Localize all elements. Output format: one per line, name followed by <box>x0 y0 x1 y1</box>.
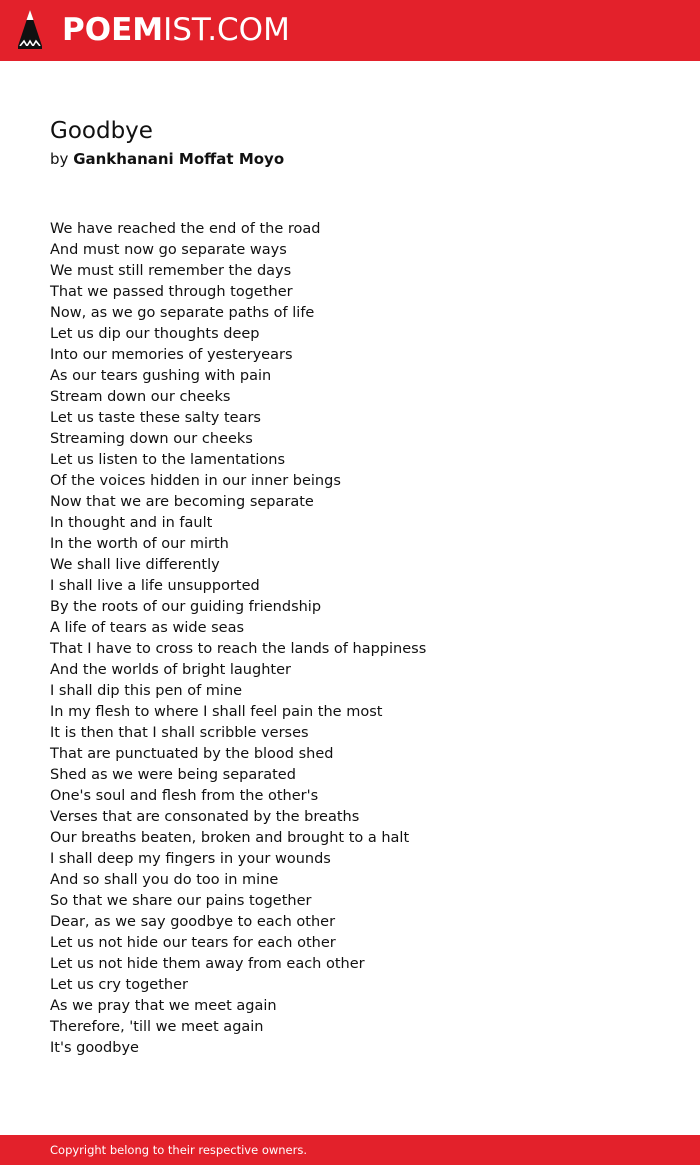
poem-line: Our breaths beaten, broken and brought to a halt <box>50 830 410 846</box>
byline <box>50 148 650 170</box>
poem-line: Now, as we go separate paths of life <box>50 305 315 321</box>
poem-line: Now that we are becoming separate <box>50 494 314 510</box>
poem-line: Dear, as we say goodbye to each other <box>50 914 336 930</box>
poem-line: I shall dip this pen of mine <box>50 683 243 699</box>
poem-line: I shall deep my fingers in your wounds <box>50 851 331 867</box>
site-logo[interactable] <box>62 11 290 49</box>
poem-line: That we passed through together <box>50 284 293 300</box>
poem-heading <box>50 115 650 170</box>
poem-line: Verses that are consonated by the breaths <box>50 809 360 825</box>
poem-line: I shall live a life unsupported <box>50 578 260 594</box>
poem-line: That I have to cross to reach the lands of happiness <box>50 641 427 657</box>
poem-line: Streaming down our cheeks <box>50 431 253 447</box>
poem-line: By the roots of our guiding friendship <box>50 599 322 615</box>
poem-line: It is then that I shall scribble verses <box>50 725 309 741</box>
site-footer <box>0 1135 700 1165</box>
brand-light: IST.COM <box>163 12 290 48</box>
poem-line: In thought and in fault <box>50 515 213 531</box>
poem-title: Goodbye <box>50 118 153 144</box>
poem-line: We must still remember the days <box>50 263 292 279</box>
poem-line: Let us not hide them away from each other <box>50 956 365 972</box>
poem-line: We have reached the end of the road <box>50 221 321 237</box>
poem-line: Therefore, 'till we meet again <box>50 1019 264 1035</box>
site-header <box>0 0 700 61</box>
poem-line: Let us not hide our tears for each other <box>50 935 336 951</box>
poem-body <box>50 219 670 1059</box>
pencil-tip-icon <box>16 8 44 52</box>
poem-line: A life of tears as wide seas <box>50 620 245 636</box>
poem-line: In my flesh to where I shall feel pain the most <box>50 704 383 720</box>
poem-line: That are punctuated by the blood shed <box>50 746 334 762</box>
poem-line: And so shall you do too in mine <box>50 872 279 888</box>
poem-line: One's soul and flesh from the other's <box>50 788 319 804</box>
poem-line: Let us listen to the lamentations <box>50 452 286 468</box>
poem-line: Into our memories of yesteryears <box>50 347 293 363</box>
poem-line: As our tears gushing with pain <box>50 368 272 384</box>
poem-line: We shall live differently <box>50 557 220 573</box>
brand-strong: POEM <box>62 12 164 48</box>
poem-line: Let us cry together <box>50 977 188 993</box>
by-label: by <box>50 150 69 168</box>
poem-line: And the worlds of bright laughter <box>50 662 291 678</box>
poem-line: Shed as we were being separated <box>50 767 296 783</box>
poem-line: In the worth of our mirth <box>50 536 229 552</box>
poem-line: And must now go separate ways <box>50 242 287 258</box>
poem-line: Let us taste these salty tears <box>50 410 261 426</box>
poem-line: It's goodbye <box>50 1040 139 1056</box>
poem-line: Let us dip our thoughts deep <box>50 326 260 342</box>
copyright-text: Copyright belong to their respective owners. <box>50 1143 308 1157</box>
poem-line: Of the voices hidden in our inner beings <box>50 473 341 489</box>
poem-line: So that we share our pains together <box>50 893 312 909</box>
author-name: Gankhanani Moffat Moyo <box>73 150 285 168</box>
poem-line: As we pray that we meet again <box>50 998 277 1014</box>
poem-line: Stream down our cheeks <box>50 389 231 405</box>
